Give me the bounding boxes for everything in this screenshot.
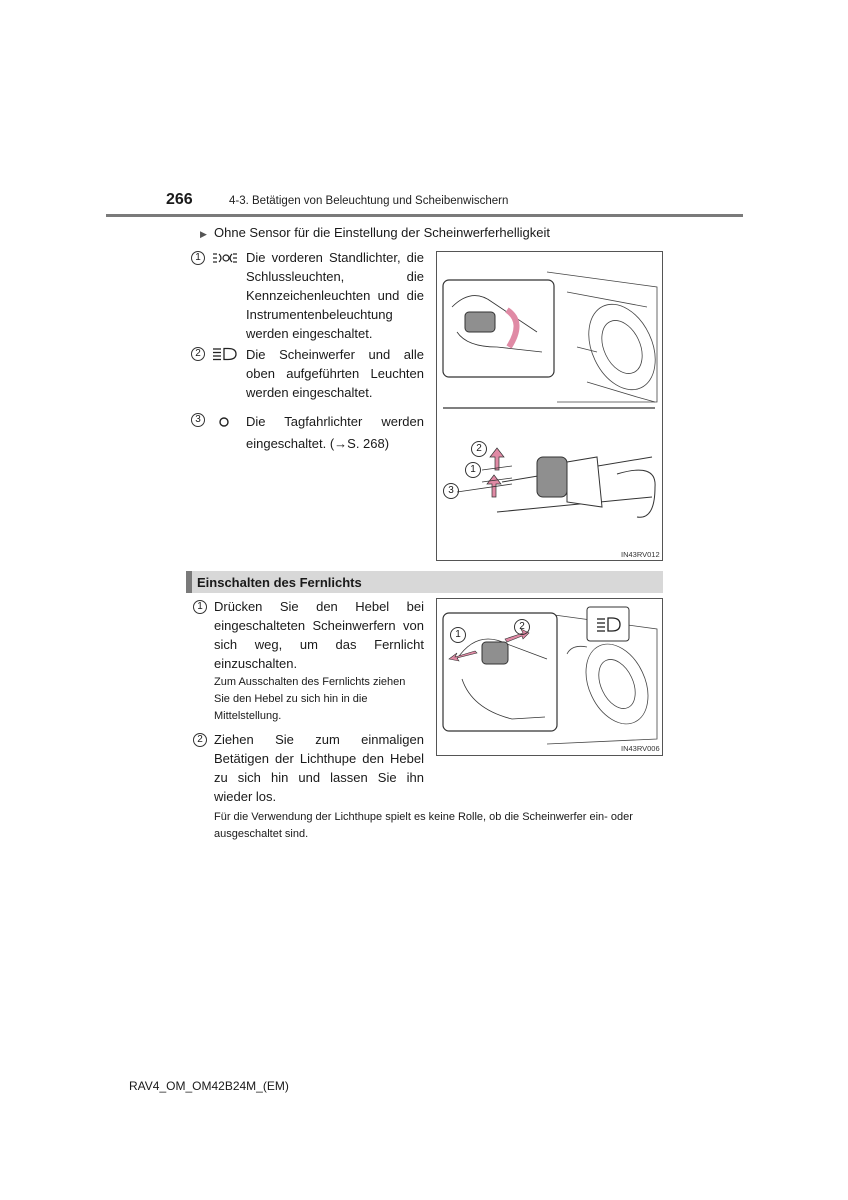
item-text: Ziehen Sie zum einmaligen Betätigen der Lichthupe den Hebel zu sich hin und lassen Sie ihn wieder los. <box>214 732 424 804</box>
item-number: 1 <box>193 600 207 614</box>
off-circle-icon <box>218 415 230 433</box>
figure-illustration <box>437 252 662 560</box>
figure-illustration <box>437 599 662 755</box>
triangle-bullet-icon: ▶ <box>200 229 207 239</box>
callout-number: 2 <box>514 619 530 635</box>
high-beam-figure <box>436 598 663 756</box>
item-text: Die Scheinwerfer und alle oben aufgeführten Leuchten werden eingeschaltet. <box>246 347 424 400</box>
item-number: 2 <box>191 347 205 361</box>
footer-doc-code: RAV4_OM_OM42B24M_(EM) <box>129 1079 289 1093</box>
section-title: Einschalten des Fernlichts <box>197 575 362 590</box>
parking-lights-icon <box>212 251 238 270</box>
figure-code: IN43RV006 <box>621 744 660 753</box>
header-rule <box>106 214 743 217</box>
headlight-icon <box>212 347 238 366</box>
note-text: Für die Verwendung der Lichthupe spielt es keine Rolle, ob die Scheinwerfer ein- oder ausgeschaltet sind. <box>214 811 633 840</box>
chapter-title: 4-3. Betätigen von Beleuchtung und Scheibenwischern <box>229 195 509 207</box>
item-text: Die vorderen Standlichter, die Schlussleuchten, die Kennzeichenleuchten und die Instrumentenbeleuchtung werden eingeschaltet. <box>246 250 424 341</box>
callout-number: 3 <box>443 483 459 499</box>
callout-number: 2 <box>471 441 487 457</box>
subheading: Ohne Sensor für die Einstellung der Scheinwerferhelligkeit <box>214 225 551 240</box>
page-number: 266 <box>166 191 193 208</box>
figure-code: IN43RV012 <box>621 550 660 559</box>
item-number: 3 <box>191 413 205 427</box>
item-text: Drücken Sie den Hebel bei eingeschalteten Scheinwerfern von sich weg, um das Fernlicht einzuschalten. <box>214 599 424 671</box>
item-number: 1 <box>191 251 205 265</box>
note-text: Zum Ausschalten des Fernlichts ziehen Sie den Hebel zu sich hin in die Mittelstellung. <box>214 676 406 722</box>
item-text: Die Tagfahrlichter werden eingeschaltet. (→S. 268) <box>246 414 424 451</box>
callout-number: 1 <box>450 627 466 643</box>
callout-number: 1 <box>465 462 481 478</box>
light-switch-figure <box>436 251 663 561</box>
item-number: 2 <box>193 733 207 747</box>
